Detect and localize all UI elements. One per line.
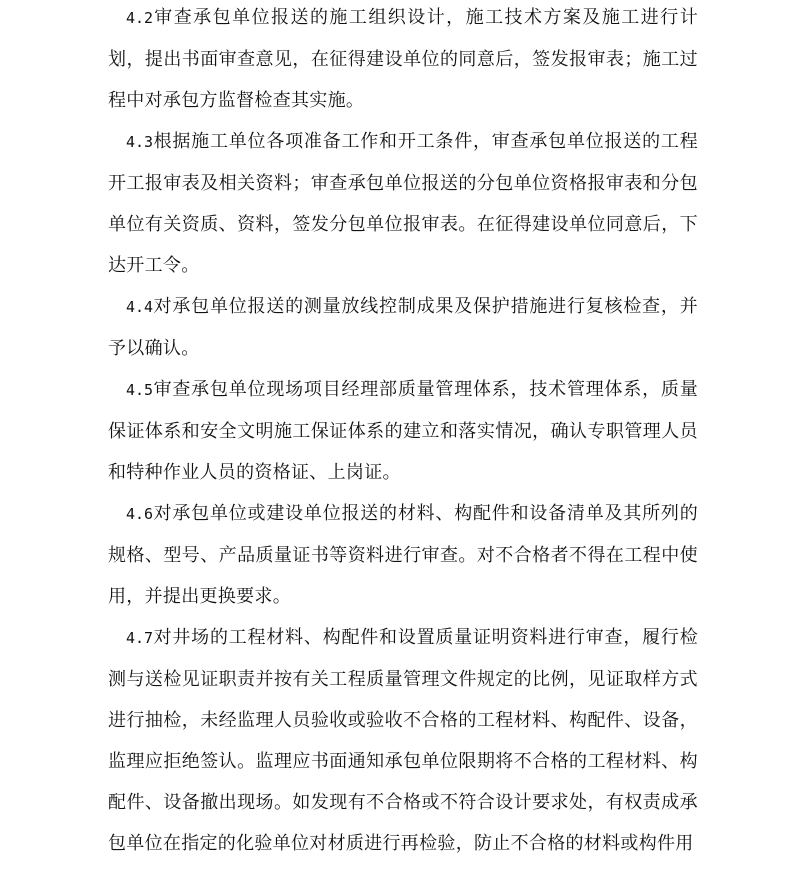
paragraph-4-7: [108, 617, 698, 864]
paragraph-4-4: [108, 286, 698, 369]
paragraph-number: 4.4: [126, 298, 154, 316]
paragraph-4-5: [108, 369, 698, 493]
document-body: [108, 0, 698, 864]
paragraph-number: 4.5: [126, 381, 154, 399]
paragraph-text: 根据施工单位各项准备工作和开工条件，审查承包单位报送的工程开工报审表及相关资料；审查承包单位报送的分包单位资格报审表和分包单位有关资质、资料，签发分包单位报审表。在征得建设单位同意后，下达开工令。: [108, 131, 698, 276]
paragraph-text: 对承包单位报送的测量放线控制成果及保护措施进行复核检查，并予以确认。: [108, 296, 698, 359]
paragraph-number: 4.7: [126, 629, 154, 647]
paragraph-number: 4.6: [126, 505, 154, 523]
paragraph-text: 对承包单位或建设单位报送的材料、构配件和设备清单及其所列的规格、型号、产品质量证书等资料进行审查。对不合格者不得在工程中使用，并提出更换要求。: [108, 503, 698, 607]
paragraph-text: 审查承包单位现场项目经理部质量管理体系，技术管理体系，质量保证体系和安全文明施工保证体系的建立和落实情况，确认专职管理人员和特种作业人员的资格证、上岗证。: [108, 379, 698, 483]
paragraph-4-3: [108, 121, 698, 286]
paragraph-4-2: [108, 0, 698, 121]
paragraph-number: 4.2: [126, 9, 154, 27]
paragraph-4-6: [108, 493, 698, 617]
paragraph-text: 审查承包单位报送的施工组织设计，施工技术方案及施工进行计划，提出书面审查意见，在征得建设单位的同意后，签发报审表；施工过程中对承包方监督检查其实施。: [108, 7, 698, 111]
paragraph-text: 对井场的工程材料、构配件和设置质量证明资料进行审查，履行检测与送检见证职责并按有关工程质量管理文件规定的比例，见证取样方式进行抽检，未经监理人员验收或验收不合格的工程材料、构配件、设备，监理应拒绝签认。监理应书面通知承包单位限期将不合格的工程材料、构配件、设备撤出现场。如发现有不合格或不符合设计要求处，有权责成承包单位在指定的化验单位对材质进行再检验，防止不合格的材料或构件用: [108, 627, 698, 854]
paragraph-number: 4.3: [126, 133, 154, 151]
